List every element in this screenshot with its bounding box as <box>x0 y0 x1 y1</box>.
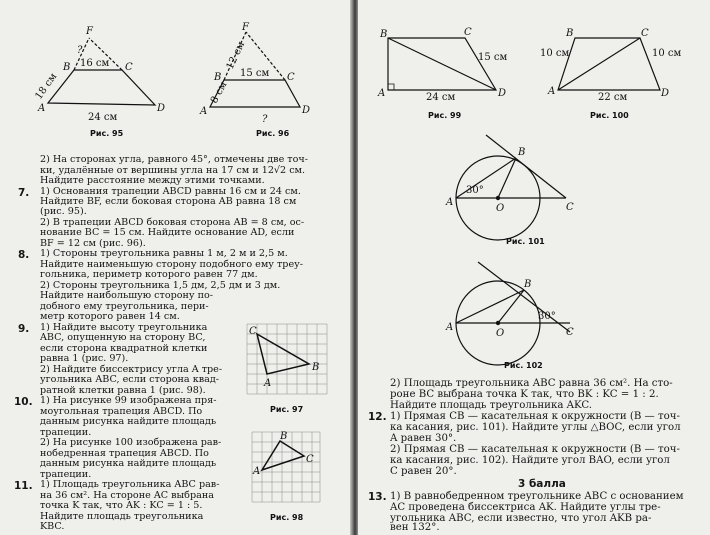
text-line: 2) Найдите биссектрису угла A тре- <box>40 363 223 375</box>
text-line: вен 132°. <box>390 522 440 533</box>
figure-97 <box>247 324 327 414</box>
text-line: Найдите площадь треугольника AKC. <box>390 400 593 411</box>
center-point-101 <box>496 196 499 199</box>
label-c-98: C <box>306 454 314 465</box>
text-line: нование BC = 15 см. Найдите основание AD, если <box>40 227 295 239</box>
problem-number-12: 12. <box>368 411 387 423</box>
label-c-102: C <box>566 327 574 338</box>
figure-98 <box>252 431 320 522</box>
text-line: данным рисунка найдите площадь <box>40 416 217 428</box>
text-line: 2) На рисунке 100 изображена рав- <box>40 437 222 449</box>
text-line: роне BC выбрана точка K так, что BK : KC = 1 : 2. <box>390 389 659 400</box>
trapezoid-abcd-100 <box>558 38 660 90</box>
caption-101: Рис. 101 <box>506 237 545 246</box>
dim-bf-96: 12 см <box>224 40 248 72</box>
label-c-96: C <box>287 72 295 83</box>
label-b-100: B <box>566 28 574 39</box>
dim-top-96: 15 см <box>240 68 270 79</box>
label-c-101: C <box>566 202 574 213</box>
label-o-101: O <box>496 203 505 214</box>
figure-99 <box>377 27 508 120</box>
label-b-99: B <box>380 29 388 40</box>
figure-101 <box>445 135 574 246</box>
label-b-98: B <box>280 431 288 442</box>
caption-97: Рис. 97 <box>270 405 304 414</box>
problem-number-11: 11. <box>14 480 33 493</box>
dim-base-99: 24 см <box>426 92 456 103</box>
label-d-95: D <box>157 103 166 114</box>
label-a-102: A <box>446 322 454 333</box>
figure-96 <box>199 22 310 138</box>
dim-side-95: 18 см <box>33 71 60 102</box>
dim-top-95: 16 см <box>80 58 110 69</box>
text-line: ки, удалённые от вершины угла на 17 см и 12√2 см. <box>40 164 306 176</box>
text-line: на 36 см². На стороне AC выбрана <box>40 489 214 501</box>
problem-number-7: 7. <box>18 186 30 199</box>
problem-number-10: 10. <box>14 396 33 409</box>
label-a-95: A <box>38 103 46 114</box>
text-line: моугольная трапеция ABCD. По <box>40 405 203 417</box>
dim-base-95: 24 см <box>88 112 118 123</box>
label-b-95: B <box>63 62 71 73</box>
label-d-99: D <box>498 88 507 99</box>
text-line: 1) Стороны треугольника равны 1 м, 2 м и 2,5 м. <box>40 248 288 260</box>
caption-100: Рис. 100 <box>590 111 629 120</box>
text-line: нобедренная трапеция ABCD. По <box>40 447 209 459</box>
text-line: ка касания, рис. 102). Найдите угол BAO, если угол <box>390 455 670 466</box>
text-line: трапеции. <box>40 426 92 438</box>
figure-95 <box>33 26 165 138</box>
dim-base-100: 22 см <box>598 92 628 103</box>
label-a-97: A <box>264 378 272 389</box>
text-line: равна 1 (рис. 97). <box>40 353 129 365</box>
problem-number-9: 9. <box>18 322 30 335</box>
text-line: AC проведена биссектриса AK. Найдите углы тре- <box>390 502 661 513</box>
text-line: Найдите площадь треугольника <box>40 510 204 522</box>
trapezoid-abcd-95 <box>48 70 155 105</box>
text-line: 2) Стороны треугольника 1,5 дм, 2,5 дм и 3 дм. <box>40 279 281 291</box>
label-b-102: B <box>524 279 532 290</box>
label-a-99: A <box>378 88 386 99</box>
dim-side-99: 15 см <box>478 52 508 63</box>
text-line: 1) Основания трапеции ABCD равны 16 см и 24 см. <box>40 185 301 197</box>
label-a-98: A <box>253 466 261 477</box>
label-question-96: ? <box>262 114 268 125</box>
text-line: 2) Прямая CB — касательная к окружности (B — точ- <box>390 444 680 455</box>
text-line: ка касания, рис. 101). Найдите углы △BOC, если угол <box>390 422 681 433</box>
tangent-cb-102 <box>478 262 570 332</box>
problem-number-13: 13. <box>368 491 387 503</box>
text-line: ABC, опущенную на сторону BC, <box>40 332 206 344</box>
label-c-95: C <box>125 62 133 73</box>
angle-label-101: 30° <box>466 185 484 196</box>
text-line: 2) На сторонах угла, равного 45°, отмечены две точ- <box>40 154 308 165</box>
label-d-96: D <box>302 105 311 116</box>
text-line: Найдите наибольшую сторону по- <box>40 290 214 302</box>
text-line: данным рисунка найдите площадь <box>40 458 217 470</box>
dim-ab-96: 8 см <box>208 80 230 106</box>
label-f-96: F <box>242 22 249 33</box>
text-line: (рис. 95). <box>40 206 87 218</box>
diagonal-bd-99 <box>388 38 496 90</box>
left-page <box>0 0 352 535</box>
section-heading: 3 балла <box>518 478 566 490</box>
text-line: угольника ABC, если известно, что угол AKB ра- <box>390 513 652 524</box>
text-line: 1) На рисунке 99 изображена пря- <box>40 395 217 407</box>
text-line: KBC. <box>40 521 65 532</box>
label-question-95: ? <box>77 45 83 56</box>
label-a-100: A <box>548 86 556 97</box>
caption-98: Рис. 98 <box>270 513 304 522</box>
center-point-102 <box>496 321 499 324</box>
text-line: точка K так, что AK : KC = 1 : 5. <box>40 500 203 511</box>
triangle-abc-98 <box>262 441 304 470</box>
figure-100 <box>540 28 682 120</box>
label-a-96: A <box>200 106 208 117</box>
caption-95: Рис. 95 <box>90 129 124 138</box>
problem-number-8: 8. <box>18 249 30 262</box>
text-line: A равен 30°. <box>390 433 457 444</box>
text-line: 1) Площадь треугольника ABC рав- <box>40 479 220 491</box>
right-angle-mark-99 <box>388 84 394 90</box>
angle-label-102: 30° <box>538 311 556 322</box>
caption-96: Рис. 96 <box>256 129 290 138</box>
radius-ob-102 <box>498 290 524 323</box>
text-line: BF = 12 см (рис. 96). <box>40 237 146 249</box>
label-c-97: C <box>249 326 257 337</box>
dim-left-100: 10 см <box>540 48 570 59</box>
label-d-100: D <box>661 88 670 99</box>
dim-right-100: 10 см <box>652 48 682 59</box>
label-c-99: C <box>464 27 472 38</box>
text-line: ратной клетки равна 1 (рис. 98). <box>40 384 206 396</box>
text-line: трапеции. <box>40 468 92 480</box>
text-line: угольника ABC, если сторона квад- <box>40 374 219 386</box>
label-f-95: F <box>86 26 93 37</box>
diagonal-ac-100 <box>558 38 640 90</box>
caption-102: Рис. 102 <box>504 361 543 370</box>
text-line: 1) В равнобедренном треугольнике ABC с основанием <box>390 491 684 502</box>
text-line: гольника, периметр которого равен 77 дм. <box>40 269 258 281</box>
text-line: 2) В трапеции ABCD боковая сторона AB = 8 см, ос- <box>40 216 305 228</box>
text-line: Найдите расстояние между этими точками. <box>40 175 265 186</box>
caption-99: Рис. 99 <box>428 111 462 120</box>
text-line: метр которого равен 14 см. <box>40 311 180 323</box>
figure-102 <box>445 262 574 370</box>
text-line: 2) Площадь треугольника ABC равна 36 см². На сто- <box>390 378 673 389</box>
text-line: 1) Найдите высоту треугольника <box>40 321 208 333</box>
tangent-cb-101 <box>486 135 566 198</box>
label-c-100: C <box>641 28 649 39</box>
right-page <box>358 0 710 535</box>
label-b-97: B <box>312 362 320 373</box>
text-line: если сторона квадратной клетки <box>40 342 208 354</box>
text-line: добного ему треугольника, пери- <box>40 300 209 312</box>
text-line: Найдите наименьшую сторону подобного ему треу- <box>40 258 304 270</box>
label-b-96: B <box>214 72 222 83</box>
text-line: 1) Прямая CB — касательная к окружности (B — точ- <box>390 411 680 422</box>
label-a-101: A <box>446 197 454 208</box>
text-line: C равен 20°. <box>390 466 457 477</box>
label-b-101: B <box>518 147 526 158</box>
label-o-102: O <box>496 328 505 339</box>
grid-98 <box>252 432 320 502</box>
text-line: Найдите BF, если боковая сторона AB равна 18 см <box>40 195 297 207</box>
